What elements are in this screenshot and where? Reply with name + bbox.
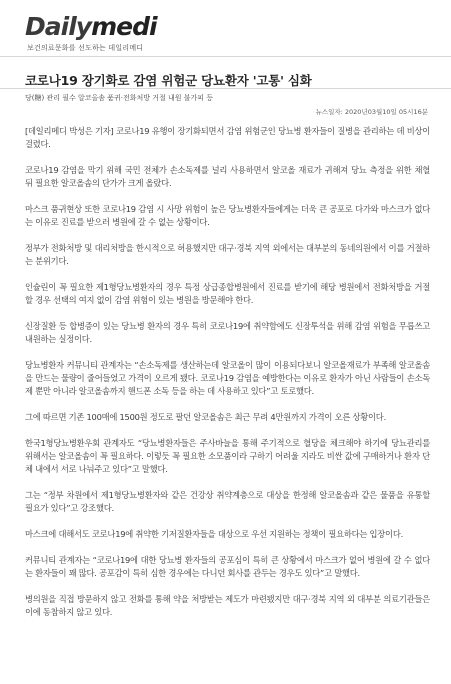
masthead	[22, 8, 429, 54]
logo-daily-text: Daily	[25, 12, 92, 41]
title-divider	[0, 88, 451, 89]
article-paragraph: 그는 “정부 차원에서 제1형당뇨병환자와 같은 건강상 취약계층으로 대상을 한정해 알코올솜과 같은 물품을 유통할 필요가 있다”고 강조했다.	[25, 490, 430, 514]
article-paragraph: 정부가 전화처방 및 대리처방을 한시적으로 허용했지만 대구·경북 지역 외에서는 대부분의 동네의원에서 이를 거절하는 분위기다.	[25, 243, 430, 267]
article-paragraph: 코로나19 감염을 막기 위해 국민 전체가 손소독제를 널리 사용하면서 알코올 재료가 귀해져 당뇨 측정을 위한 채혈 뒤 필요한 알코올솜의 단가가 크게 올랐다.	[25, 165, 430, 189]
article-paragraph: 신장질환 등 합병증이 있는 당뇨병 환자의 경우 특히 코로나19에 취약함에도 신장투석을 위해 감염 위험을 무릅쓰고 내원하는 실정이다.	[25, 321, 430, 345]
tagline: 보건의료문화를 선도하는 데일리메디	[27, 44, 144, 52]
header-divider	[0, 56, 451, 57]
article-paragraph: 마스크에 대해서도 코로나19에 취약한 기저질환자들을 대상으로 우선 지원하는 정책이 필요하다는 입장이다.	[25, 529, 403, 540]
article-paragraph: 그에 따르면 기존 100매에 1500원 정도로 팔던 알코올솜은 최근 무려 4만원까지 가격이 오른 상황이다.	[25, 412, 386, 423]
article-paragraph: 커뮤니티 관계자는 “코로나19에 대한 당뇨병 환자들의 공포심이 특히 큰 상황에서 마스크가 없어 병원에 갈 수 없다는 환자들이 꽤 많다. 공포감이 특히 심한 경우에는 다니던 회사를 관두는 경우도 있다”고 말했다.	[25, 555, 430, 579]
article-subtitle: 당(糖) 관리 필수 알코올솜 품귀·전화처방 거절 내원 불가피 등	[25, 94, 214, 102]
article-paragraph: [데일리메디 박성은 기자] 코로나19 유행이 장기화되면서 감염 위험군인 당뇨병 환자들이 질병을 관리하는 데 비상이 걸렸다.	[25, 126, 430, 150]
article-paragraph: 마스크 품귀현상 또한 코로나19 감염 시 사망 위험이 높은 당뇨병환자들에게는 더욱 큰 공포로 다가와 마스크가 없다는 이유로 진료를 받으러 병원에 갈 수 없는 상황이다.	[25, 204, 430, 228]
dailymedi-logo[interactable]	[25, 14, 157, 39]
article-title: 코로나19 장기화로 감염 위험군 당뇨환자 '고통' 심화	[25, 73, 312, 88]
article-paragraph: 당뇨병환자 커뮤니티 관계자는 “손소독제를 생산하는데 알코올이 많이 이용되다보니 알코올재료가 부족해 알코올솜을 만드는 물량이 줄어들었고 가격이 오르게 됐다. 코로나19 감염을 예방한다는 이유로 환자가 아닌 사람들이 손소독제 뿐만 아니라 알코올솜까지 핸드폰 소독 등을 하는 데 사용하고 있다”고 토로했다.	[25, 360, 430, 397]
article-paragraph: 병의원을 직접 방문하지 않고 전화를 통해 약을 처방받는 제도가 마련됐지만 대구·경북 지역 외 대부분 의료기관들은 이에 동참하지 않고 있다.	[25, 594, 430, 618]
article-body	[25, 125, 430, 632]
article-date: 뉴스일자: 2020년03월10일 05시16분	[315, 108, 428, 116]
logo-medi-text: medi	[91, 12, 157, 41]
article-paragraph: 인슐린이 꼭 필요한 제1형당뇨병환자의 경우 특정 상급종합병원에서 진료를 받기에 해당 병원에서 전화처방을 거절할 경우 선택의 여지 없이 감염 위험이 있는 병원을 방문해야 한다.	[25, 282, 430, 306]
article-paragraph: 한국1형당뇨병환우회 관계자도 “당뇨병환자들은 주사바늘을 통해 주기적으로 혈당을 체크해야 하기에 당뇨관리를 위해서는 알코올솜이 꼭 필요하다. 이렇듯 꼭 필요한 소모품이라 구하기 어려울 지라도 비싼 값에 구매하거나 환자 단체 내에서 서로 나눠주고 있다”고 말했다.	[25, 438, 430, 475]
